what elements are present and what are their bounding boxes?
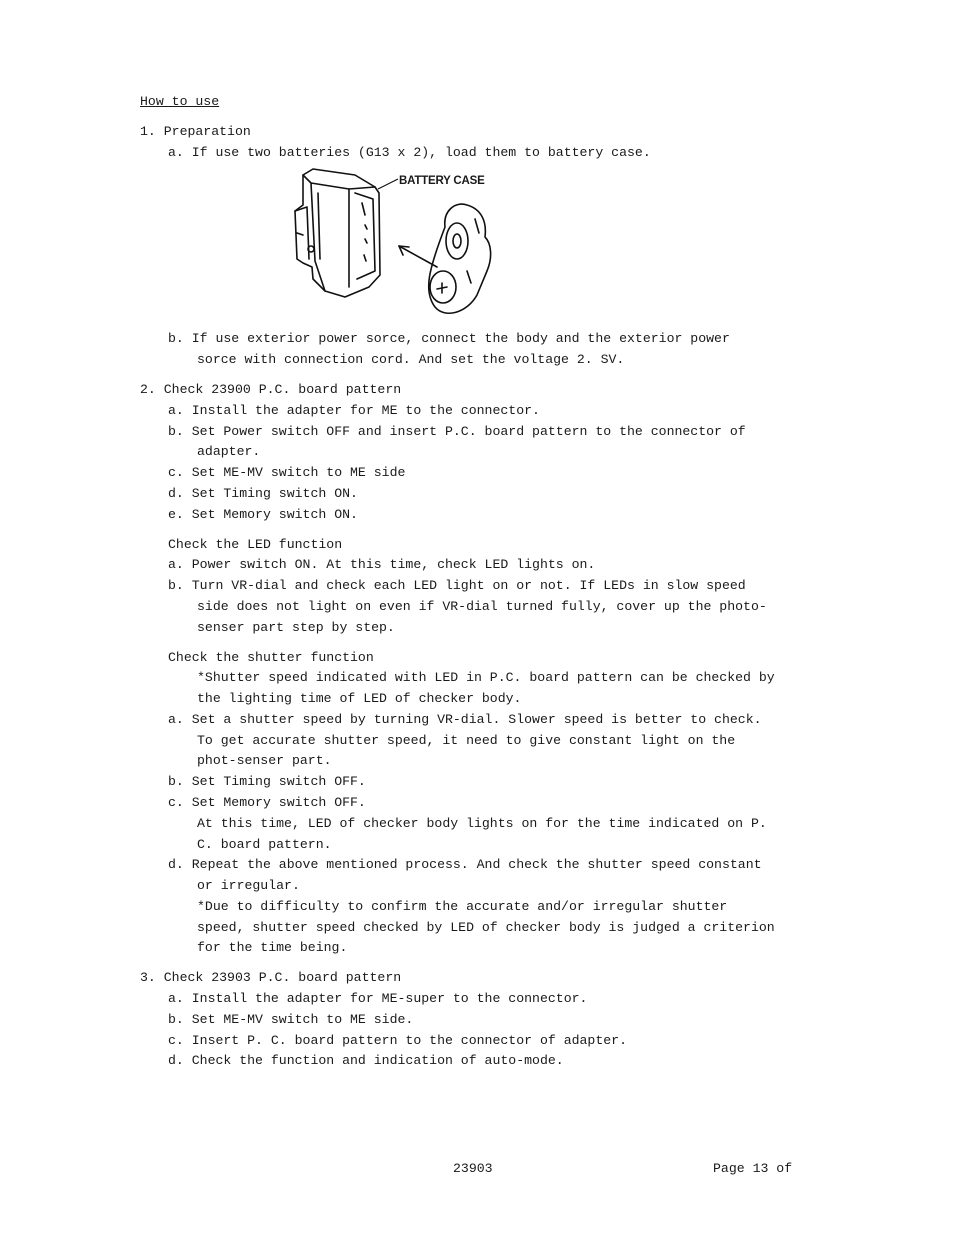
text-line: b. Set Power switch OFF and insert P.C. board pattern to the connector of bbox=[168, 424, 746, 439]
text-line: a. If use two batteries (G13 x 2), load them to battery case. bbox=[168, 145, 651, 160]
text-line: sorce with connection cord. And set the voltage 2. SV. bbox=[197, 352, 625, 367]
text-line: Check the shutter function bbox=[168, 650, 374, 665]
battery-case-label: BATTERY CASE bbox=[399, 175, 485, 187]
text-line: Check the LED function bbox=[168, 537, 343, 552]
text-line: a. Install the adapter for ME to the connector. bbox=[168, 403, 540, 418]
text-line: e. Set Memory switch ON. bbox=[168, 507, 358, 522]
text-line: b. Set ME-MV switch to ME side. bbox=[168, 1012, 414, 1027]
footer-page-number: Page 13 of bbox=[713, 1161, 793, 1176]
text-line: the lighting time of LED of checker body. bbox=[197, 691, 522, 706]
section-heading: How to use bbox=[140, 94, 220, 109]
text-line: *Due to difficulty to confirm the accurate and/or irregular shutter bbox=[197, 899, 728, 914]
battery-case-illustration bbox=[285, 163, 510, 328]
text-line: d. Check the function and indication of auto-mode. bbox=[168, 1053, 564, 1068]
text-line: 3. Check 23903 P.C. board pattern bbox=[140, 970, 402, 985]
text-line: adapter. bbox=[197, 444, 261, 459]
text-line: c. Set Memory switch OFF. bbox=[168, 795, 366, 810]
text-line: a. Set a shutter speed by turning VR-dial. Slower speed is better to check. bbox=[168, 712, 762, 727]
text-line: a. Power switch ON. At this time, check LED lights on. bbox=[168, 557, 596, 572]
text-line: senser part step by step. bbox=[197, 620, 395, 635]
text-line: for the time being. bbox=[197, 940, 348, 955]
text-line: b. Turn VR-dial and check each LED light on or not. If LEDs in slow speed bbox=[168, 578, 746, 593]
text-line: phot-senser part. bbox=[197, 753, 332, 768]
text-line: speed, shutter speed checked by LED of checker body is judged a criterion bbox=[197, 920, 775, 935]
text-line: b. If use exterior power sorce, connect the body and the exterior power bbox=[168, 331, 730, 346]
text-line: *Shutter speed indicated with LED in P.C. board pattern can be checked by bbox=[197, 670, 775, 685]
text-line: To get accurate shutter speed, it need to give constant light on the bbox=[197, 733, 736, 748]
text-line: or irregular. bbox=[197, 878, 300, 893]
text-line: C. board pattern. bbox=[197, 837, 332, 852]
text-line: c. Set ME-MV switch to ME side bbox=[168, 465, 406, 480]
text-line: 1. Preparation bbox=[140, 124, 251, 139]
text-line: At this time, LED of checker body lights on for the time indicated on P. bbox=[197, 816, 767, 831]
text-line: 2. Check 23900 P.C. board pattern bbox=[140, 382, 402, 397]
text-line: side does not light on even if VR-dial turned fully, cover up the photo- bbox=[197, 599, 767, 614]
text-line: b. Set Timing switch OFF. bbox=[168, 774, 366, 789]
footer-doc-number: 23903 bbox=[453, 1161, 493, 1176]
text-line: d. Set Timing switch ON. bbox=[168, 486, 358, 501]
text-line: c. Insert P. C. board pattern to the connector of adapter. bbox=[168, 1033, 627, 1048]
text-line: d. Repeat the above mentioned process. And check the shutter speed constant bbox=[168, 857, 762, 872]
text-line: a. Install the adapter for ME-super to the connector. bbox=[168, 991, 588, 1006]
